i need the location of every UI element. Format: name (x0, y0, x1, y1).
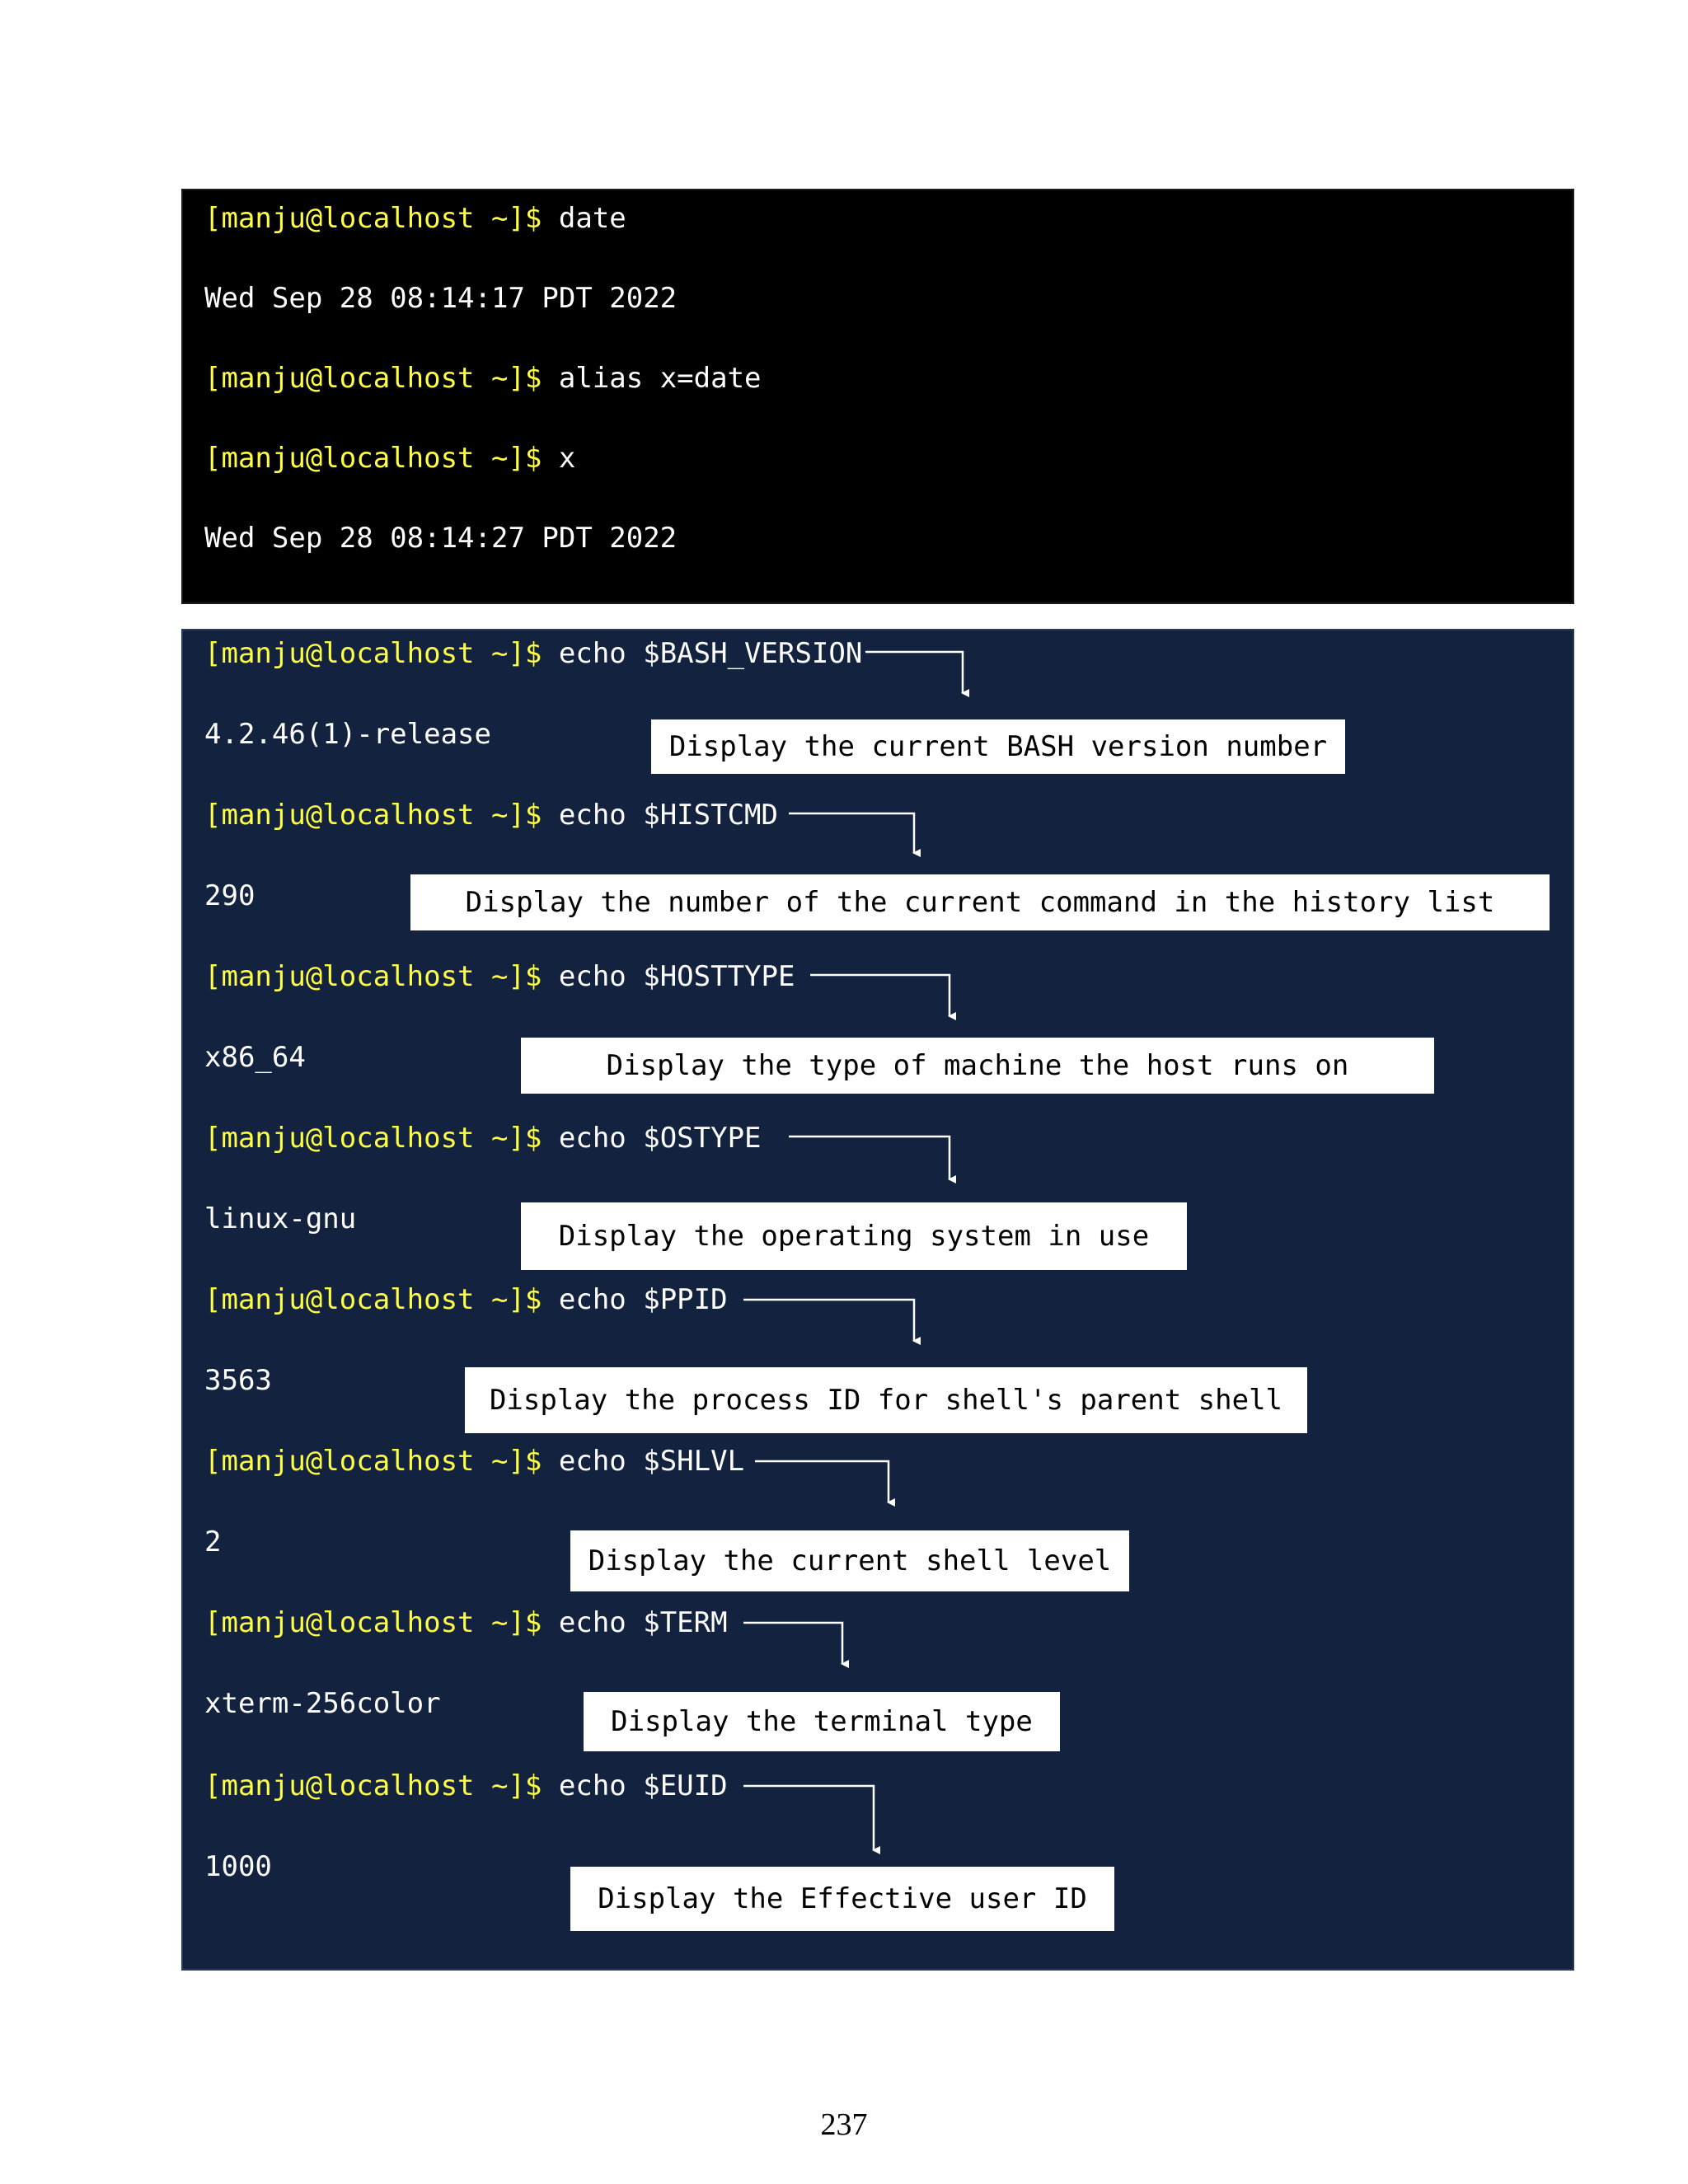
arrow (755, 1461, 889, 1502)
terminal-output: 290 (204, 879, 256, 912)
terminal-line (204, 960, 795, 993)
callout-box: Display the current shell level (569, 1529, 1131, 1593)
terminal-line (204, 1769, 728, 1802)
shell-prompt: [manju@localhost ~]$ (204, 960, 542, 993)
callout-box: Display the number of the current command in the history list (409, 873, 1551, 932)
terminal-output: Wed Sep 28 08:14:27 PDT 2022 (204, 522, 678, 555)
shell-command: echo $SHLVL (542, 1445, 745, 1478)
callout-box: Display the operating system in use (519, 1201, 1189, 1272)
shell-prompt: [manju@localhost ~]$ (204, 1606, 542, 1639)
arrow (789, 1137, 950, 1179)
shell-command: echo $OSTYPE (542, 1122, 762, 1155)
terminal-panel-black (181, 189, 1574, 604)
shell-prompt: [manju@localhost ~]$ (204, 362, 542, 395)
terminal-output: 4.2.46(1)-release (204, 718, 491, 751)
terminal-line (204, 202, 626, 235)
terminal-line (204, 1445, 744, 1478)
terminal-line (204, 362, 762, 395)
shell-prompt: [manju@localhost ~]$ (204, 1769, 542, 1802)
arrow (789, 813, 914, 853)
terminal-line (204, 1606, 728, 1639)
shell-prompt: [manju@localhost ~]$ (204, 202, 542, 235)
terminal-output: 1000 (204, 1850, 272, 1883)
shell-prompt: [manju@localhost ~]$ (204, 442, 542, 475)
terminal-output: 3563 (204, 1364, 272, 1397)
shell-command: echo $TERM (542, 1606, 728, 1639)
terminal-line (204, 799, 778, 832)
terminal-panel-annotated (181, 629, 1574, 1971)
callout-box: Display the type of machine the host runs on (519, 1036, 1436, 1095)
terminal-line (204, 637, 862, 670)
shell-prompt: [manju@localhost ~]$ (204, 799, 542, 832)
shell-prompt: [manju@localhost ~]$ (204, 1122, 542, 1155)
arrow (743, 1786, 874, 1850)
callout-box: Display the terminal type (582, 1690, 1062, 1753)
shell-prompt: [manju@localhost ~]$ (204, 637, 542, 670)
terminal-output: linux-gnu (204, 1202, 357, 1235)
terminal-output: Wed Sep 28 08:14:17 PDT 2022 (204, 282, 678, 315)
shell-command: date (542, 202, 626, 235)
shell-command: alias x=date (542, 362, 762, 395)
callout-box: Display the process ID for shell's parent shell (463, 1366, 1309, 1435)
shell-command: echo $EUID (542, 1769, 728, 1802)
shell-prompt: [manju@localhost ~]$ (204, 1283, 542, 1316)
terminal-line (204, 1283, 728, 1316)
arrow (743, 1623, 842, 1664)
callout-box: Display the current BASH version number (649, 718, 1347, 776)
terminal-line (204, 442, 575, 475)
shell-command: echo $HOSTTYPE (542, 960, 795, 993)
arrow (743, 1300, 914, 1341)
page-number: 237 (820, 2107, 868, 2142)
terminal-output: 2 (204, 1526, 222, 1558)
shell-command: echo $BASH_VERSION (542, 637, 863, 670)
terminal-output: x86_64 (204, 1041, 306, 1074)
terminal-output: xterm-256color (204, 1687, 441, 1720)
terminal-line (204, 1122, 762, 1155)
shell-command: echo $HISTCMD (542, 799, 778, 832)
shell-command: echo $PPID (542, 1283, 728, 1316)
shell-command: x (542, 442, 576, 475)
arrow (865, 652, 963, 693)
arrow (810, 975, 950, 1016)
shell-prompt: [manju@localhost ~]$ (204, 1445, 542, 1478)
callout-box: Display the Effective user ID (569, 1865, 1116, 1933)
